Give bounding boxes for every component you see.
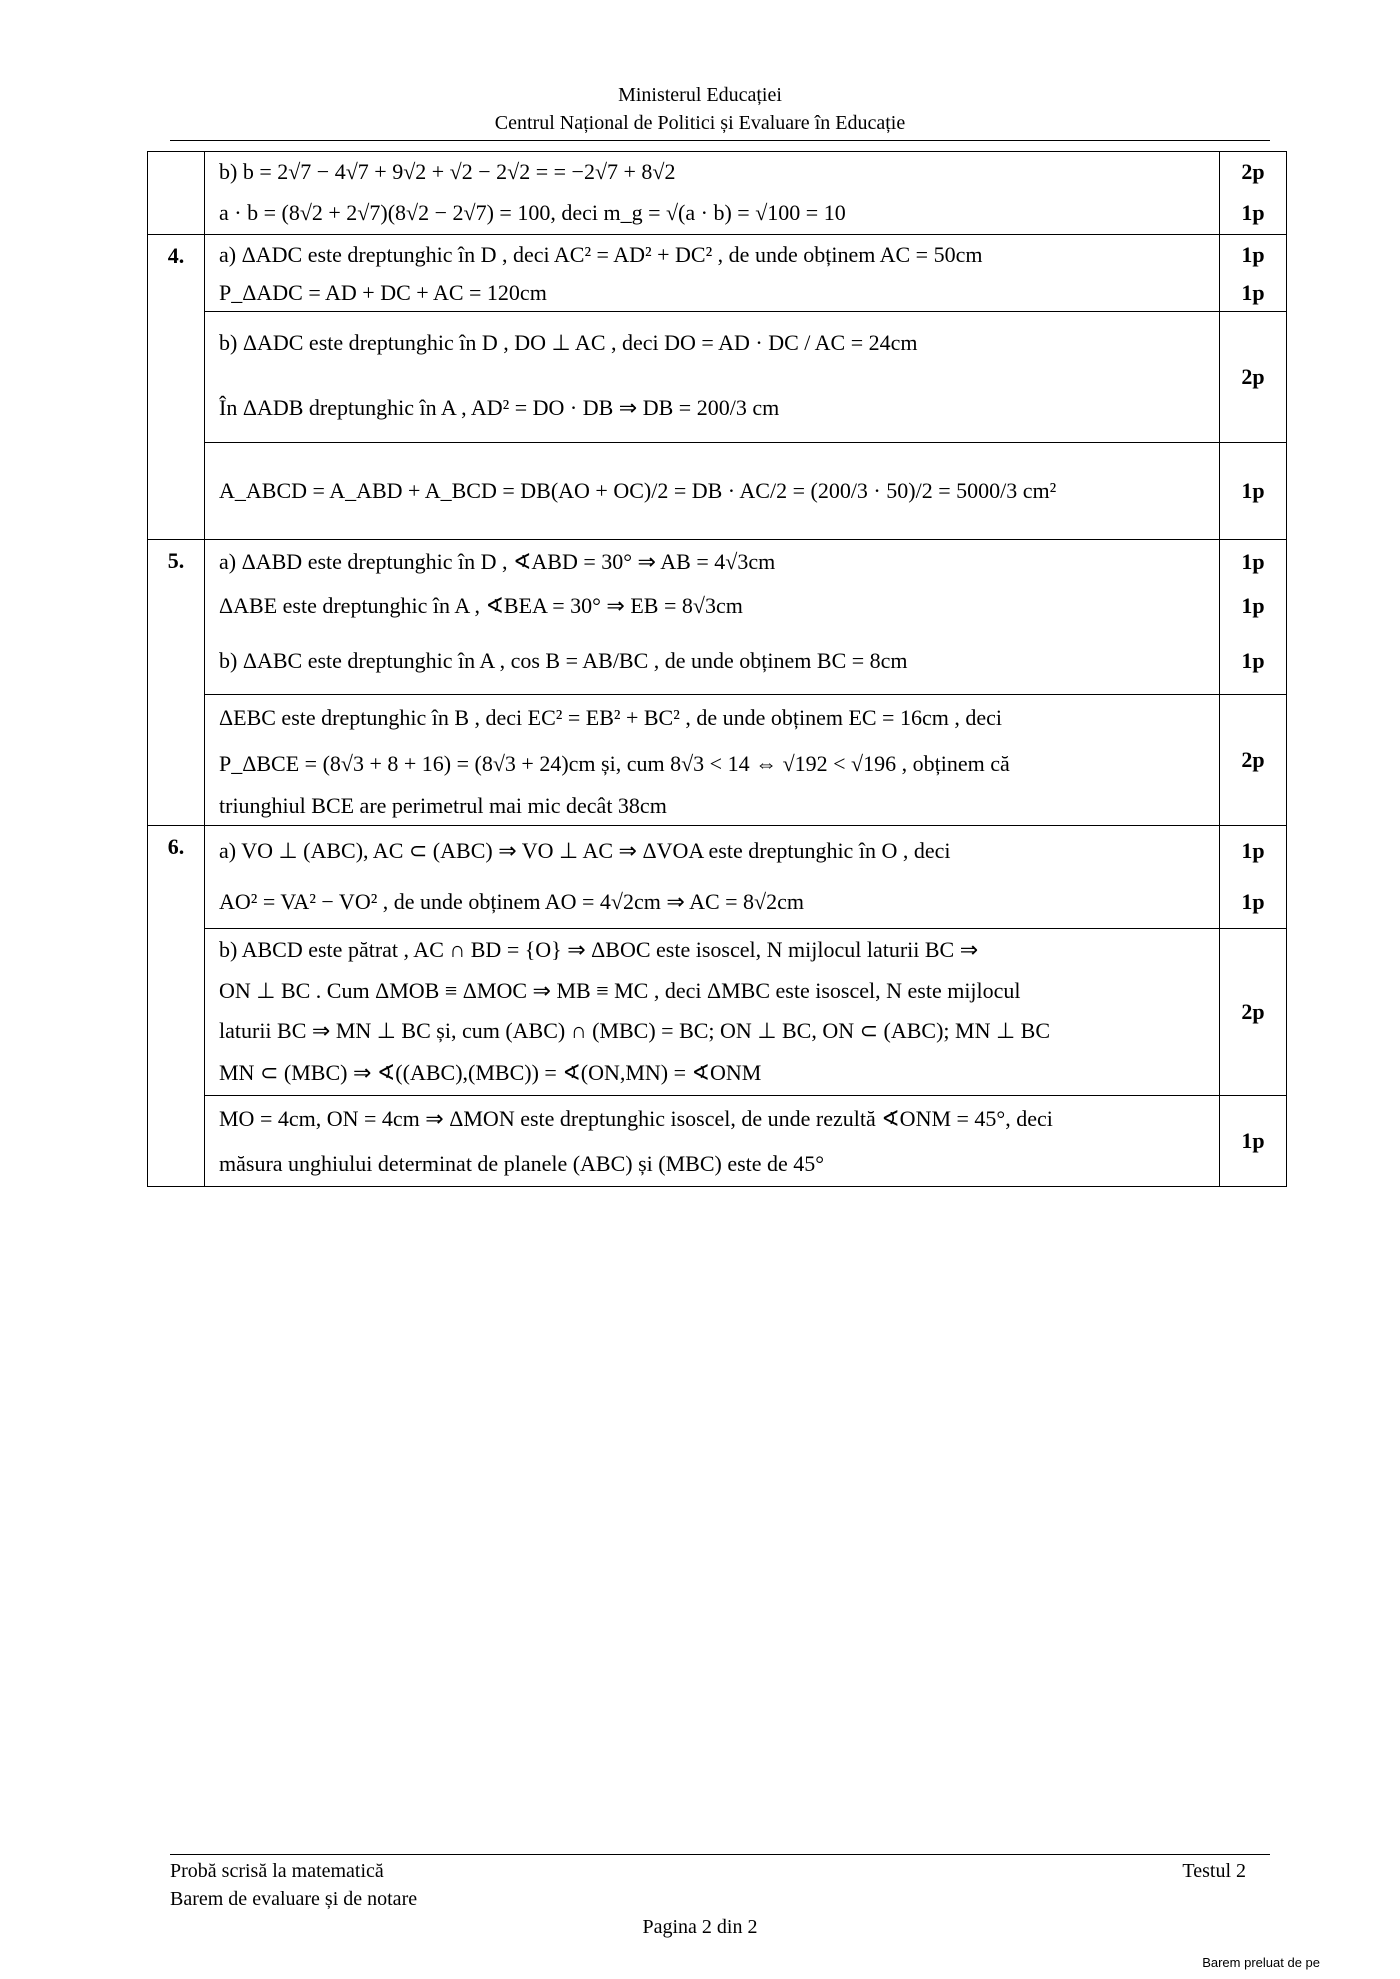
table-row (148, 826, 1287, 929)
points-value: 1p (1241, 1128, 1265, 1153)
points-value: 1p (1241, 200, 1265, 225)
item-number: 4. (148, 235, 205, 540)
solution-line: b) ΔADC este dreptunghic în D , DO ⊥ AC , deci DO = AD · DC / AC = 24cm (219, 330, 918, 355)
header-rule (170, 140, 1270, 141)
footer-test-label: Testul 2 (1182, 1860, 1246, 1882)
solution-line: triunghiul BCE are perimetrul mai mic decât 38cm (219, 793, 667, 818)
footer-doc-type: Barem de evaluare și de notare (170, 1888, 418, 1910)
grading-table (147, 151, 1287, 1187)
table-row (148, 695, 1287, 826)
points-value: 2p (1241, 999, 1265, 1024)
solution-line: a) VO ⊥ (ABC), AC ⊂ (ABC) ⇒ VO ⊥ AC ⇒ ΔVOA este dreptunghic în O , deci (219, 838, 951, 863)
table-row (148, 929, 1287, 1096)
solution-line: a) ΔABD este dreptunghic în D , ∢ABD = 30° ⇒ AB = 4√3cm (219, 549, 776, 574)
item-number (148, 152, 205, 235)
solution-line: măsura unghiului determinat de planele (ABC) și (MBC) este de 45° (219, 1151, 825, 1176)
points-cell (1220, 826, 1287, 929)
solution-line: b) ΔABC este dreptunghic în A , cos B = AB/BC , de unde obținem BC = 8cm (219, 648, 908, 673)
points-value: 1p (1241, 838, 1265, 863)
points-cell (1220, 695, 1287, 826)
source-credit: Barem preluat de pe (1202, 1955, 1320, 1970)
solution-cell (205, 312, 1220, 443)
solution-line: AO² = VA² − VO² , de unde obținem AO = 4√2cm ⇒ AC = 8√2cm (219, 889, 804, 914)
solution-cell (205, 826, 1220, 929)
points-cell (1220, 235, 1287, 312)
table-row (148, 312, 1287, 443)
table-row (148, 152, 1287, 235)
points-value: 1p (1241, 549, 1265, 574)
points-value: 1p (1241, 889, 1265, 914)
points-value: 1p (1241, 593, 1265, 618)
solution-line: În ΔADB dreptunghic în A , AD² = DO · DB ⇒ DB = 200/3 cm (219, 395, 780, 420)
solution-line: b) b = 2√7 − 4√7 + 9√2 + √2 − 2√2 = = −2√7 + 8√2 (219, 159, 676, 184)
points-value: 1p (1241, 242, 1265, 267)
solution-line: b) ABCD este pătrat , AC ∩ BD = {O} ⇒ ΔBOC este isoscel, N mijlocul laturii BC ⇒ (219, 937, 979, 962)
solution-line: a) ΔADC este dreptunghic în D , deci AC² = AD² + DC² , de unde obținem AC = 50cm (219, 242, 983, 267)
table-row (148, 443, 1287, 540)
points-value: 1p (1241, 280, 1265, 305)
solution-line: ON ⊥ BC . Cum ΔMOB ≡ ΔMOC ⇒ MB ≡ MC , deci ΔMBC este isoscel, N este mijlocul (219, 978, 1021, 1003)
solution-cell (205, 695, 1220, 826)
table-row (148, 1096, 1287, 1187)
table-row (148, 540, 1287, 695)
solution-line: a · b = (8√2 + 2√7)(8√2 − 2√7) = 100, deci m_g = √(a · b) = √100 = 10 (219, 200, 846, 225)
solution-line: MO = 4cm, ON = 4cm ⇒ ΔMON este dreptunghic isoscel, de unde rezultă ∢ONM = 45°, deci (219, 1106, 1053, 1131)
solution-line: laturii BC ⇒ MN ⊥ BC și, cum (ABC) ∩ (MBC) = BC; ON ⊥ BC, ON ⊂ (ABC); MN ⊥ BC (219, 1018, 1050, 1043)
points-cell (1220, 540, 1287, 695)
solution-cell (205, 929, 1220, 1096)
points-cell (1220, 443, 1287, 540)
solution-cell (205, 1096, 1220, 1187)
points-value: 1p (1241, 478, 1265, 503)
table-row (148, 235, 1287, 312)
solution-line: P_ΔBCE = (8√3 + 8 + 16) = (8√3 + 24)cm și, cum 8√3 < 14 ⇔ √192 < √196 , obținem că (219, 751, 1010, 776)
points-value: 1p (1241, 648, 1265, 673)
footer-subject: Probă scrisă la matematică (170, 1860, 384, 1882)
item-number: 5. (148, 540, 205, 826)
solution-line: ΔEBC este dreptunghic în B , deci EC² = EB² + BC² , de unde obținem EC = 16cm , deci (219, 705, 1002, 730)
points-value: 2p (1241, 159, 1265, 184)
points-cell (1220, 929, 1287, 1096)
page-number: Pagina 2 din 2 (642, 1916, 758, 1938)
solution-cell (205, 540, 1220, 695)
points-cell (1220, 152, 1287, 235)
solution-line: MN ⊂ (MBC) ⇒ ∢((ABC),(MBC)) = ∢(ON,MN) = ∢ONM (219, 1060, 762, 1085)
solution-cell (205, 152, 1220, 235)
item-number: 6. (148, 826, 205, 1187)
solution-cell (205, 443, 1220, 540)
points-value: 2p (1241, 747, 1265, 772)
points-cell (1220, 312, 1287, 443)
solution-cell (205, 235, 1220, 312)
points-cell (1220, 1096, 1287, 1187)
solution-line: ΔABE este dreptunghic în A , ∢BEA = 30° ⇒ EB = 8√3cm (219, 593, 743, 618)
header-ministry: Ministerul Educației (618, 84, 782, 106)
solution-line: P_ΔADC = AD + DC + AC = 120cm (219, 280, 547, 305)
solution-line: A_ABCD = A_ABD + A_BCD = DB(AO + OC)/2 = DB · AC/2 = (200/3 · 50)/2 = 5000/3 cm² (219, 478, 1057, 503)
points-value: 2p (1241, 364, 1265, 389)
footer-rule (170, 1854, 1270, 1855)
header-center: Centrul Național de Politici și Evaluare în Educație (494, 112, 906, 134)
